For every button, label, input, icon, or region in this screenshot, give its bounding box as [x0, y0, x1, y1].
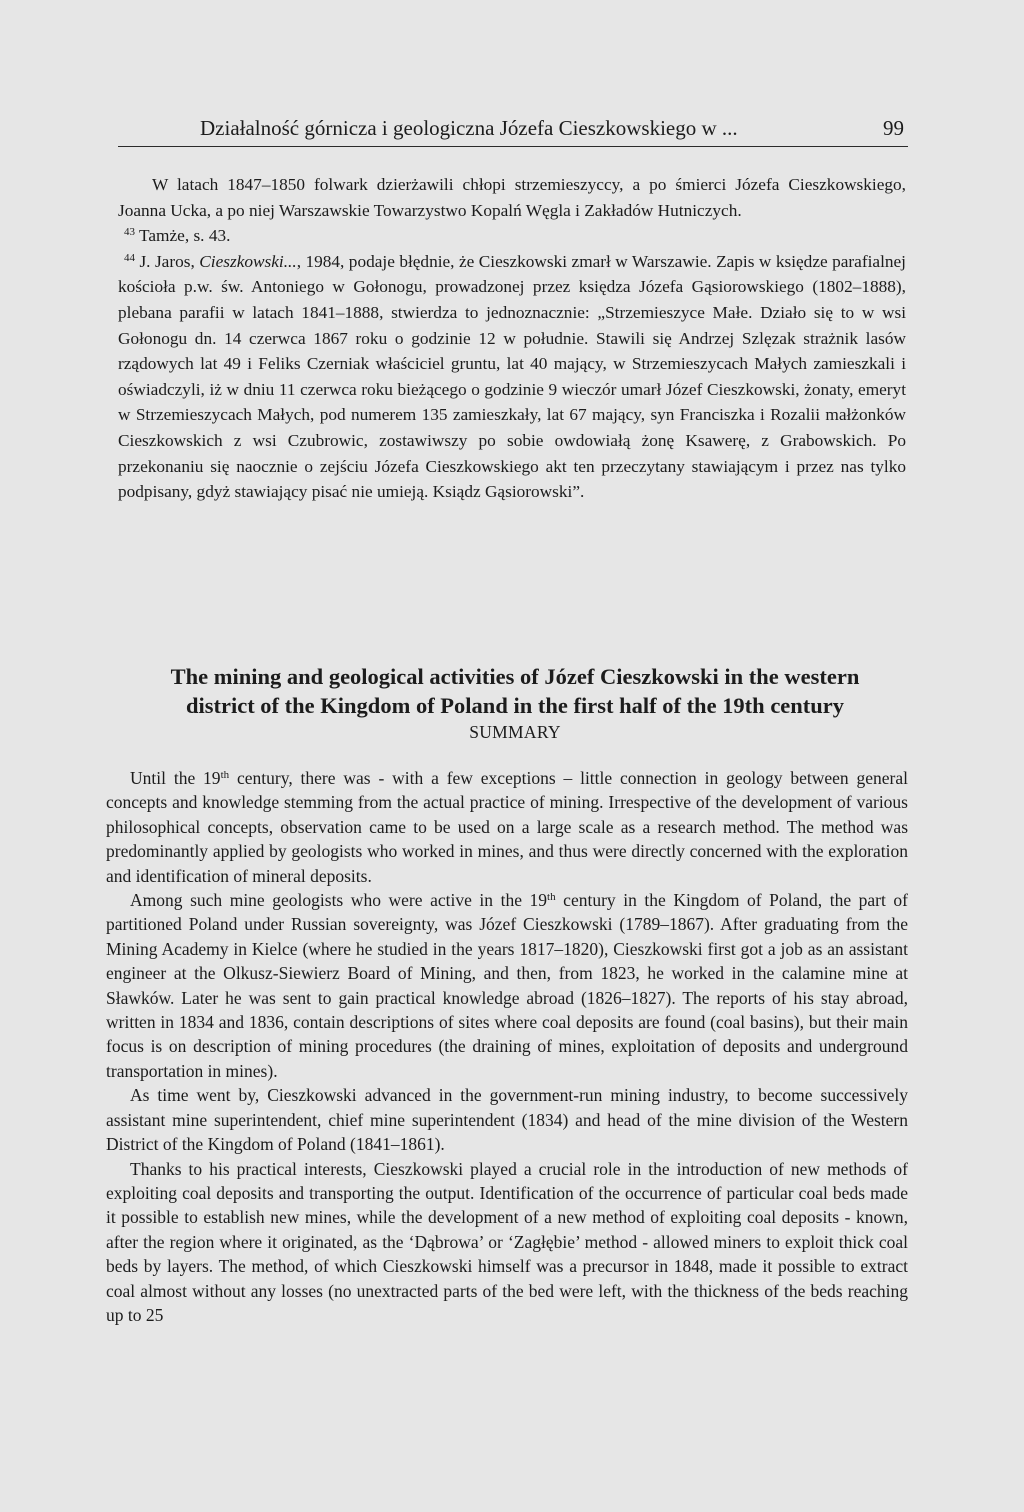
footnote-43-number: 43	[124, 226, 135, 239]
summary-body	[106, 766, 908, 1327]
summary-title	[100, 662, 930, 720]
summary-p1-start: Until the 19	[130, 768, 221, 788]
running-head-title: Działalność górnicza i geologiczna Józefa Cieszkowskiego w ...	[200, 116, 738, 140]
footnote-44-title: Cieszkowski...	[199, 251, 297, 271]
footnote-44-text: , 1984, podaje błędnie, że Cieszkowski zmarł w Warszawie. Zapis w księdze parafialnej kościoła p.w. św. Antoniego w Gołonogu, prowadzonej przez księdza Józefa Gąsiorowskiego (1802–1888), plebana parafii w latach 1841–1888, stwierdza to jednoznacznie: „Strzemieszyce Małe. Działo się to w wsi Gołonogu dn. 14 czerwca 1867 roku o godzinie 12 w południe. Stawili się Andrzej Szlęzak strażnik lasów rządowych lat 49 i Feliks Czerniak właściciel gruntu, lat 40 mający, w Strzemieszycach Małych zamieszkali i oświadczyli, iż w dniu 11 czerwca roku bieżącego o godzinie 9 wieczór umarł Józef Cieszkowski, żonaty, emeryt w Strzemieszycach Małych, pod numerem 135 zamieszkały, lat 67 mający, syn Franciszka i Rozalii małżonków Cieszkowskich z wsi Czubrowic, zostawiwszy po sobie owdowiałą żonę Ksawerę, z Grabowskich. Po przekonaniu się naocznie o zejściu Józefa Cieszkowskiego akt ten przeczytany stawiającym i przez nas tylko podpisany, gdyż stawiający pisać nie umieją. Ksiądz Gąsiorowski”.	[118, 251, 906, 502]
summary-p1-rest: century, there was - with a few exceptions – little connection in geology between general concepts and knowledge stemming from the actual practice of mining. Irrespective of the development of various philosophical concepts, observation came to be used on a large scale as a research method. The method was predominantly applied by geologists who worked in mines, and thus were directly concerned with the exploration and identification of mineral deposits.	[106, 768, 908, 886]
footnote-44-number: 44	[124, 251, 135, 264]
running-head	[118, 114, 908, 147]
footnotes	[118, 172, 906, 505]
summary-paragraph-2	[106, 888, 908, 1083]
summary-paragraph-4: Thanks to his practical interests, Cieszkowski played a crucial role in the introduction of new methods of exploiting coal deposits and transporting the output. Identification of the occurrence of particular coal beds made it possible to establish new mines, while the development of a new method of exploiting coal deposits - known, after the region where it originated, as the ‘Dąbrowa’ or ‘Zagłębie’ method - allowed miners to exploit thick coal beds by layers. The method, of which Cieszkowski himself was a precursor in 1848, made it possible to extract coal almost without any losses (no unextracted parts of the bed were left, with the thickness of the beds reaching up to 25	[106, 1158, 908, 1325]
summary-p2-rest: century in the Kingdom of Poland, the part of partitioned Poland under Russian sovereignty, was Józef Cieszkowski (1789–1867). After graduating from the Mining Academy in Kielce (where he studied in the years 1817–1820), Cieszkowski first got a job as an assistant engineer at the Olkusz-Siewierz Board of Mining, and then, from 1823, he worked in the calamine mine at Sławków. Later he was sent to gain practical knowledge abroad (1826–1827). The reports of his stay abroad, written in 1834 and 1836, contain descriptions of sites where coal deposits are found (coal basins), but their main focus is on description of mining procedures (the draining of mines, exploitation of deposits and underground transportation in mines).	[106, 890, 909, 1081]
footnote-43	[118, 223, 906, 249]
summary-paragraph-1	[106, 766, 908, 888]
footnote-44-author: J. Jaros,	[139, 251, 200, 271]
summary-p1-sup: th	[220, 769, 230, 781]
footnote-43-text: Tamże, s. 43.	[139, 226, 231, 246]
summary-p2-sup: th	[547, 891, 556, 904]
summary-p2-start: Among such mine geologists who were active in the 19	[130, 890, 548, 911]
footnote-42-text: W latach 1847–1850 folwark dzierżawili chłopi strzemieszyccy, a po śmierci Józefa Cieszkowskiego, Joanna Ucka, a po niej Warszawskie Towarzystwo Kopalń Węgla i Zakładów Hutniczych.	[118, 175, 906, 220]
footnote-42-continuation	[118, 172, 906, 223]
footnote-44	[118, 249, 906, 505]
summary-title-line-2: district of the Kingdom of Poland in the first half of the 19th century	[185, 693, 845, 718]
summary-title-line-1: The mining and geological activities of Józef Cieszkowski in the western	[170, 664, 860, 689]
summary-paragraph-3: As time went by, Cieszkowski advanced in the government-run mining industry, to become successively assistant mine superintendent, chief mine superintendent (1834) and head of the mine division of the Western District of the Kingdom of Poland (1841–1861).	[106, 1085, 908, 1155]
summary-label: SUMMARY	[469, 722, 561, 742]
page-number: 99	[883, 116, 904, 140]
